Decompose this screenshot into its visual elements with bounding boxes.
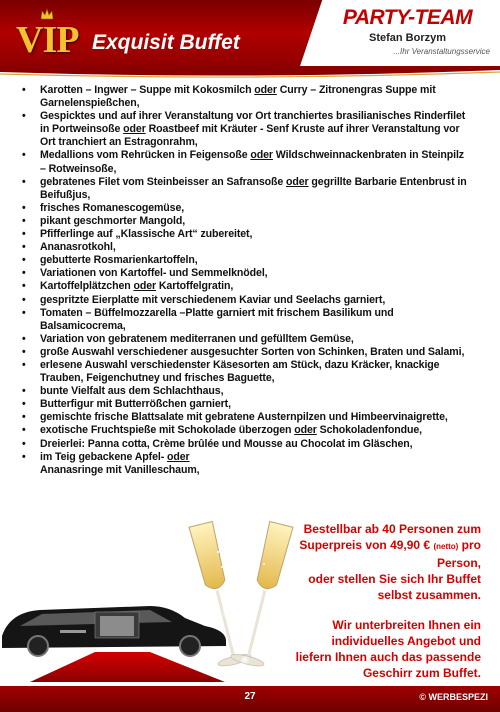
menu-item [22, 333, 472, 346]
menu-item-text: frisches Romanescogemüse, [40, 201, 185, 214]
offer-pro: pro [458, 538, 481, 552]
offer-line: Person, [436, 556, 481, 570]
bullet-icon: • [22, 306, 26, 319]
menu-item [22, 346, 472, 359]
menu-item [22, 149, 472, 175]
menu-item-alternative: oder [123, 123, 146, 136]
bullet-icon: • [22, 280, 26, 293]
menu-item-text: Kartoffelplätzchen [40, 280, 134, 293]
menu-item [22, 110, 472, 149]
menu-item-text: Pfifferlinge auf „Klassische Art“ zubereitet, [40, 228, 253, 241]
menu-item-text: große Auswahl verschiedener ausgesuchter Sorten von Schinken, Braten und Salami, [40, 345, 465, 358]
bullet-icon: • [22, 110, 26, 123]
offer-line: liefern Ihnen auch das passende [295, 650, 481, 664]
offer-line: individuelles Angebot und [331, 634, 481, 648]
menu-item [22, 359, 472, 385]
offer-line: Wir unterbreiten Ihnen ein [332, 618, 481, 632]
menu-item-text: Karotten – Ingwer – Suppe mit Kokosmilch [40, 84, 255, 96]
menu-item-text: Roastbeef mit Kräuter - Senf Kruste auf ihrer Veranstaltung vor Ort tranchiert an Estragonrahm, [40, 123, 460, 149]
offer-text-block [286, 521, 481, 681]
menu-item-text: gespritzte Eierplatte mit verschiedenem Kaviar und Seelachs garniert, [40, 293, 386, 306]
menu-item [22, 202, 472, 215]
menu-item-text: Ananasringe mit Vanilleschaum, [40, 463, 200, 476]
menu-item-text: Butterfigur mit Butterrößchen garniert, [40, 398, 231, 411]
bullet-icon: • [22, 84, 26, 96]
menu-item [22, 294, 472, 307]
menu-item-alternative: oder [250, 149, 273, 162]
brand-tagline: ...Ihr Veranstaltungsservice [393, 47, 490, 56]
menu-item-text: Schokoladenfondue, [316, 424, 423, 437]
copyright-text: © WERBESPEZI [419, 692, 488, 702]
menu-item [22, 267, 472, 280]
menu-item [22, 398, 472, 411]
menu-item-text: Curry – Zitronengras Suppe mit Garnelenspießchen, [40, 84, 436, 110]
menu-item [22, 228, 472, 241]
menu-item [22, 84, 472, 110]
menu-item-alternative: oder [286, 175, 309, 188]
menu-item-text: bunte Vielfalt aus dem Schlachthaus, [40, 385, 224, 398]
menu-item [22, 176, 472, 202]
menu-item-text: Gespicktes und auf ihrer Veranstaltung vor Ort tranchiertes brasilianisches Rinderfilet in Portweinsoße [40, 110, 466, 136]
menu-item-text: gemischte frische Blattsalate mit gebratene Austernpilzen und Himbeervinaigrette, [40, 411, 448, 424]
menu-item-text: Ananasrotkohl, [40, 241, 116, 254]
menu-item [22, 307, 472, 333]
bullet-icon: • [22, 241, 26, 254]
offer-price: Superpreis von 49,90 € [299, 538, 434, 552]
bullet-icon: • [22, 149, 26, 162]
menu-item-text: gebutterte Rosmarienkartoffeln, [40, 254, 198, 267]
menu-item-text: Dreierlei: Panna cotta, Crème brûlée und Mousse au Chocolat im Gläschen, [40, 437, 413, 450]
header-swoosh [0, 66, 500, 80]
bullet-icon: • [22, 437, 26, 450]
menu-item-text: Medallions vom Rehrücken in Feigensoße [40, 149, 251, 162]
bullet-icon: • [22, 411, 26, 424]
bullet-icon: • [22, 450, 26, 463]
bullet-icon: • [22, 385, 26, 398]
buffet-menu-list [22, 84, 472, 477]
bullet-icon: • [22, 267, 26, 280]
menu-item-text: erlesene Auswahl verschiedenster Käsesorten am Stück, dazu Kräcker, knackige Trauben, Feigenchutney und frisches Baguette, [40, 358, 440, 385]
menu-item [22, 215, 472, 228]
menu-item-text: Kartoffelgratin, [156, 280, 234, 293]
bullet-icon: • [22, 201, 26, 214]
bullet-icon: • [22, 398, 26, 411]
bullet-icon: • [22, 293, 26, 306]
menu-item-alternative: oder [254, 84, 277, 96]
menu-item [22, 241, 472, 254]
page-title: Exquisit Buffet [92, 31, 240, 54]
offer-netto: (netto) [433, 542, 459, 551]
bullet-icon: • [22, 214, 26, 227]
menu-item [22, 451, 472, 477]
menu-item-text: im Teig gebackene Apfel- [40, 450, 168, 463]
menu-item [22, 280, 472, 293]
menu-item-text: pikant geschmorter Mangold, [40, 214, 186, 227]
menu-item-text: gebratenes Filet vom Steinbeisser an Safransoße [40, 175, 287, 188]
menu-item-alternative: oder [133, 280, 157, 293]
menu-item-alternative: oder [167, 450, 190, 463]
menu-item-text: exotische Fruchtspieße mit Schokolade überzogen [40, 424, 295, 437]
menu-item [22, 438, 472, 451]
offer-line: selbst zusammen. [377, 588, 481, 602]
bullet-icon: • [22, 254, 26, 267]
menu-item-alternative: oder [294, 424, 317, 437]
brand-name: PARTY-TEAM [342, 6, 473, 29]
menu-item-text: gegrillte Barbarie Entenbrust in Beifußjus, [40, 175, 467, 201]
menu-item [22, 411, 472, 424]
menu-item [22, 424, 472, 437]
limousine-image [0, 582, 255, 682]
menu-item-text: Variation von gebratenem mediterranen und gefülltem Gemüse, [40, 332, 354, 345]
offer-line: Geschirr zum Buffet. [362, 666, 481, 680]
menu-item [22, 254, 472, 267]
bullet-icon: • [22, 424, 26, 437]
offer-line: oder stellen Sie sich Ihr Buffet [308, 572, 481, 586]
menu-item [22, 385, 472, 398]
bullet-icon: • [22, 228, 26, 241]
bullet-icon: • [22, 358, 26, 371]
offer-line: Bestellbar ab 40 Personen zum [303, 522, 481, 536]
bullet-icon: • [22, 345, 26, 358]
page-number: 27 [244, 691, 256, 702]
offer-price-line [286, 537, 481, 555]
vip-logo-text: VIP [16, 19, 79, 61]
bullet-icon: • [22, 175, 26, 188]
brand-owner: Stefan Borzym [368, 32, 447, 44]
menu-item-text: Wildschweinnackenbraten in Steinpilz – Rotweinsoße, [40, 149, 465, 175]
bullet-icon: • [22, 332, 26, 345]
menu-item-text: Tomaten – Büffelmozzarella –Platte garniert mit frischem Basilikum und Balsamicocrema, [40, 306, 394, 332]
menu-item-text: Variationen von Kartoffel- und Semmelknödel, [40, 267, 268, 280]
